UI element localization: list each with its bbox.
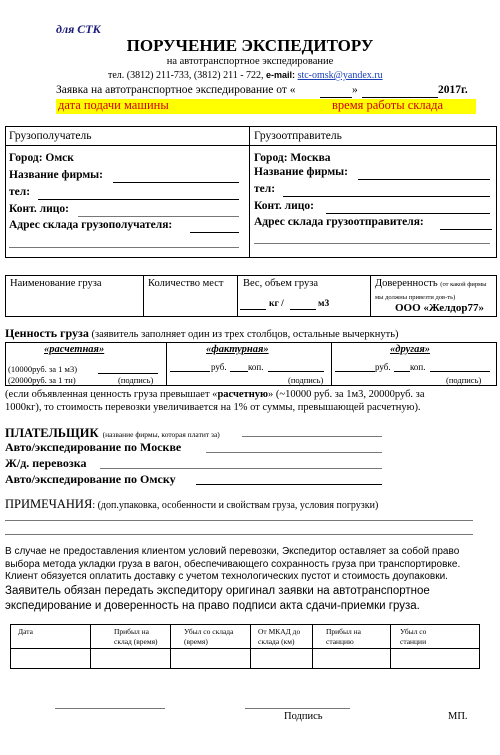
consignee-address-field-2[interactable] <box>9 247 239 248</box>
shipper-contact-field[interactable] <box>326 213 490 214</box>
parties-header-rule <box>5 145 497 146</box>
transport-col-rule-4 <box>312 624 313 669</box>
shipper-phone-field[interactable] <box>283 196 490 197</box>
shipper-address-field[interactable] <box>440 229 492 230</box>
shipper-address-label: Адрес склада грузоотправителя: <box>254 216 424 228</box>
value-explanation-2: » (~10000 руб. за 1м3, 20000руб. за <box>268 389 425 400</box>
value-col-invoice: «фактурная» <box>206 344 269 355</box>
value-invoice-kop-field[interactable] <box>230 371 248 372</box>
stamp-label: МП. <box>448 711 468 722</box>
cargo-col-attorney-note: (от какой фирмы мы должны привезти дов-ть) <box>375 281 487 301</box>
cargo-col-rule-3 <box>370 275 371 317</box>
remarks-field-1[interactable] <box>5 520 473 521</box>
cargo-col-rule-1 <box>143 275 144 317</box>
shipper-firm-field[interactable] <box>358 179 490 180</box>
weight-unit: кг / <box>269 299 284 309</box>
attorney-value: ООО «Желдор77» <box>395 302 484 314</box>
phones: тел. (3812) 211-733, (3812) 211 - 722, <box>108 70 264 81</box>
weight-field[interactable] <box>240 309 266 310</box>
value-sign-3: (подпись) <box>446 375 482 385</box>
value-col-calculated: «расчетная» <box>44 344 105 355</box>
value-explanation <box>5 388 497 414</box>
consignee-firm-field[interactable] <box>113 182 239 183</box>
request-year: 2017г. <box>438 84 468 96</box>
cargo-col-weight: Вес, объем груза <box>243 278 319 289</box>
document-title: ПОРУЧЕНИЕ ЭКСПЕДИТОРУ <box>126 36 374 55</box>
consignee-address-field[interactable] <box>190 232 239 233</box>
transport-col-rule-3 <box>250 624 251 669</box>
value-invoice-rub-field[interactable] <box>170 371 210 372</box>
payer-note: (название фирмы, которая платит за) <box>102 430 220 439</box>
value-col-other: «другая» <box>390 344 431 355</box>
value-rate-2: (20000руб. за 1 тн) <box>8 375 76 385</box>
value-invoice-kop: коп. <box>248 362 264 372</box>
document-subtitle: на автотранспортное экспедирование <box>166 56 334 67</box>
value-sign-2: (подпись) <box>288 375 324 385</box>
value-calc-field[interactable] <box>98 373 158 374</box>
email-link[interactable]: stc-omsk@yandex.ru <box>297 70 383 81</box>
value-other-sign-field[interactable] <box>430 371 490 372</box>
consignee-phone-label: тел: <box>9 186 31 198</box>
value-invoice-rub: руб. <box>211 362 227 372</box>
payer-line-rail: Ж/д. перевозка <box>5 456 87 470</box>
contact-line <box>108 70 383 81</box>
consignee-address-label: Адрес склада грузополучателя: <box>9 219 173 231</box>
consignee-city: Город: Омск <box>9 152 74 164</box>
cargo-col-attorney <box>375 278 495 304</box>
value-explanation-3: 1000кг), то стоимость перевозки увеличивается на 1% от суммы, превышающей расчетную). <box>5 402 421 413</box>
payer-line-moscow: Авто/экспедирование по Москве <box>5 440 182 454</box>
remarks-field-2[interactable] <box>5 534 473 535</box>
transport-col-date: Дата <box>18 627 33 636</box>
value-rate-1: (10000руб. за 1 м3) <box>8 364 78 374</box>
truck-date-label: дата подачи машины <box>58 98 169 112</box>
value-heading: Ценность груза <box>5 326 89 340</box>
shipper-phone-label: тел: <box>254 183 276 195</box>
value-other-kop-field[interactable] <box>394 371 410 372</box>
cargo-col-attorney-label: Доверенность <box>375 278 438 289</box>
value-invoice-sign-field[interactable] <box>268 371 324 372</box>
consignee-firm-label: Название фирмы: <box>9 169 103 181</box>
value-explanation-1: (если объявленная ценность груза превышает « <box>5 389 218 400</box>
value-other-rub-field[interactable] <box>335 371 375 372</box>
payer-line-omsk: Авто/экспедирование по Омску <box>5 472 176 486</box>
footer-left-line[interactable] <box>55 708 165 709</box>
consignee-contact-field[interactable] <box>78 216 239 217</box>
request-prefix: Заявка на автотранспортное экспедирование от « <box>56 84 296 96</box>
remarks-heading: ПРИМЕЧАНИЯ <box>5 497 93 511</box>
value-heading-line <box>5 326 399 341</box>
cargo-col-name: Наименование груза <box>10 278 102 289</box>
volume-unit: м3 <box>318 299 330 309</box>
signature-label: Подпись <box>284 711 323 722</box>
request-line <box>56 84 476 96</box>
value-col-rule-1 <box>166 342 167 386</box>
transport-col-leave-station: Убыл со станции <box>400 627 427 646</box>
payer-heading: ПЛАТЕЛЬЩИК <box>5 426 99 440</box>
remarks-heading-line <box>5 495 378 513</box>
transport-col-arrive-warehouse: Прибыл на склад (время) <box>114 627 158 646</box>
transport-col-arrive-station: Прибыл на станцию <box>326 627 361 646</box>
shipper-heading: Грузоотправитель <box>254 130 342 142</box>
for-label: для СТК <box>56 22 101 36</box>
value-col-rule-2 <box>331 342 332 386</box>
consignee-phone-field[interactable] <box>38 199 239 200</box>
email-label: e-mail: <box>266 70 296 80</box>
signature-line[interactable] <box>245 708 350 709</box>
payer-main-field[interactable] <box>242 436 382 437</box>
cargo-col-count: Количество мест <box>148 278 224 289</box>
shipper-city: Город: Москва <box>254 152 331 164</box>
payer-omsk-field[interactable] <box>196 484 382 485</box>
consignee-heading: Грузополучатель <box>9 130 92 142</box>
remarks-note: : (доп.упаковка, особенности и свойствам груза, условия погрузки) <box>92 500 379 511</box>
transport-col-rule-5 <box>390 624 391 669</box>
value-other-kop: коп. <box>410 362 426 372</box>
terms-paragraph-2: Заявитель обязан передать экспедитору оригинал заявки на автотранспортное экспедирование и доверенность на право подписи акта сдачи-приемки груза. <box>5 585 430 612</box>
payer-moscow-field[interactable] <box>206 452 382 453</box>
warehouse-hours-label: время работы склада <box>332 98 444 112</box>
value-note: (заявитель заполняет один из трех столбцов, остальные вычеркнуть) <box>91 329 399 340</box>
request-mid: » <box>352 84 358 96</box>
payer-rail-field[interactable] <box>100 468 382 469</box>
transport-col-rule-1 <box>90 624 91 669</box>
cargo-col-rule-2 <box>237 275 238 317</box>
transport-header-rule <box>10 648 480 649</box>
value-sign-1: (подпись) <box>118 375 154 385</box>
consignee-contact-label: Конт. лицо: <box>9 203 69 215</box>
shipper-address-field-2[interactable] <box>254 243 490 244</box>
volume-field[interactable] <box>290 309 316 310</box>
shipper-contact-label: Конт. лицо: <box>254 200 314 212</box>
value-explanation-bold: расчетную <box>217 389 269 400</box>
shipper-firm-label: Название фирмы: <box>254 166 348 178</box>
transport-col-leave-warehouse: Убыл со склада (время) <box>184 627 234 646</box>
transport-col-rule-2 <box>170 624 171 669</box>
value-other-rub: руб. <box>375 362 391 372</box>
transport-col-mkad: От МКАД до склада (км) <box>258 627 301 646</box>
terms-paragraph-1: В случае не предоставления клиентом условий перевозки, Экспедитор оставляет за собой право выбора метода укладки груза в вагон, обеспечивающего сохранность груза при транспортировке. Клиент обязуется оплатить доставку с учетом технологических пустот и стоимость доупаковки. <box>5 546 461 582</box>
